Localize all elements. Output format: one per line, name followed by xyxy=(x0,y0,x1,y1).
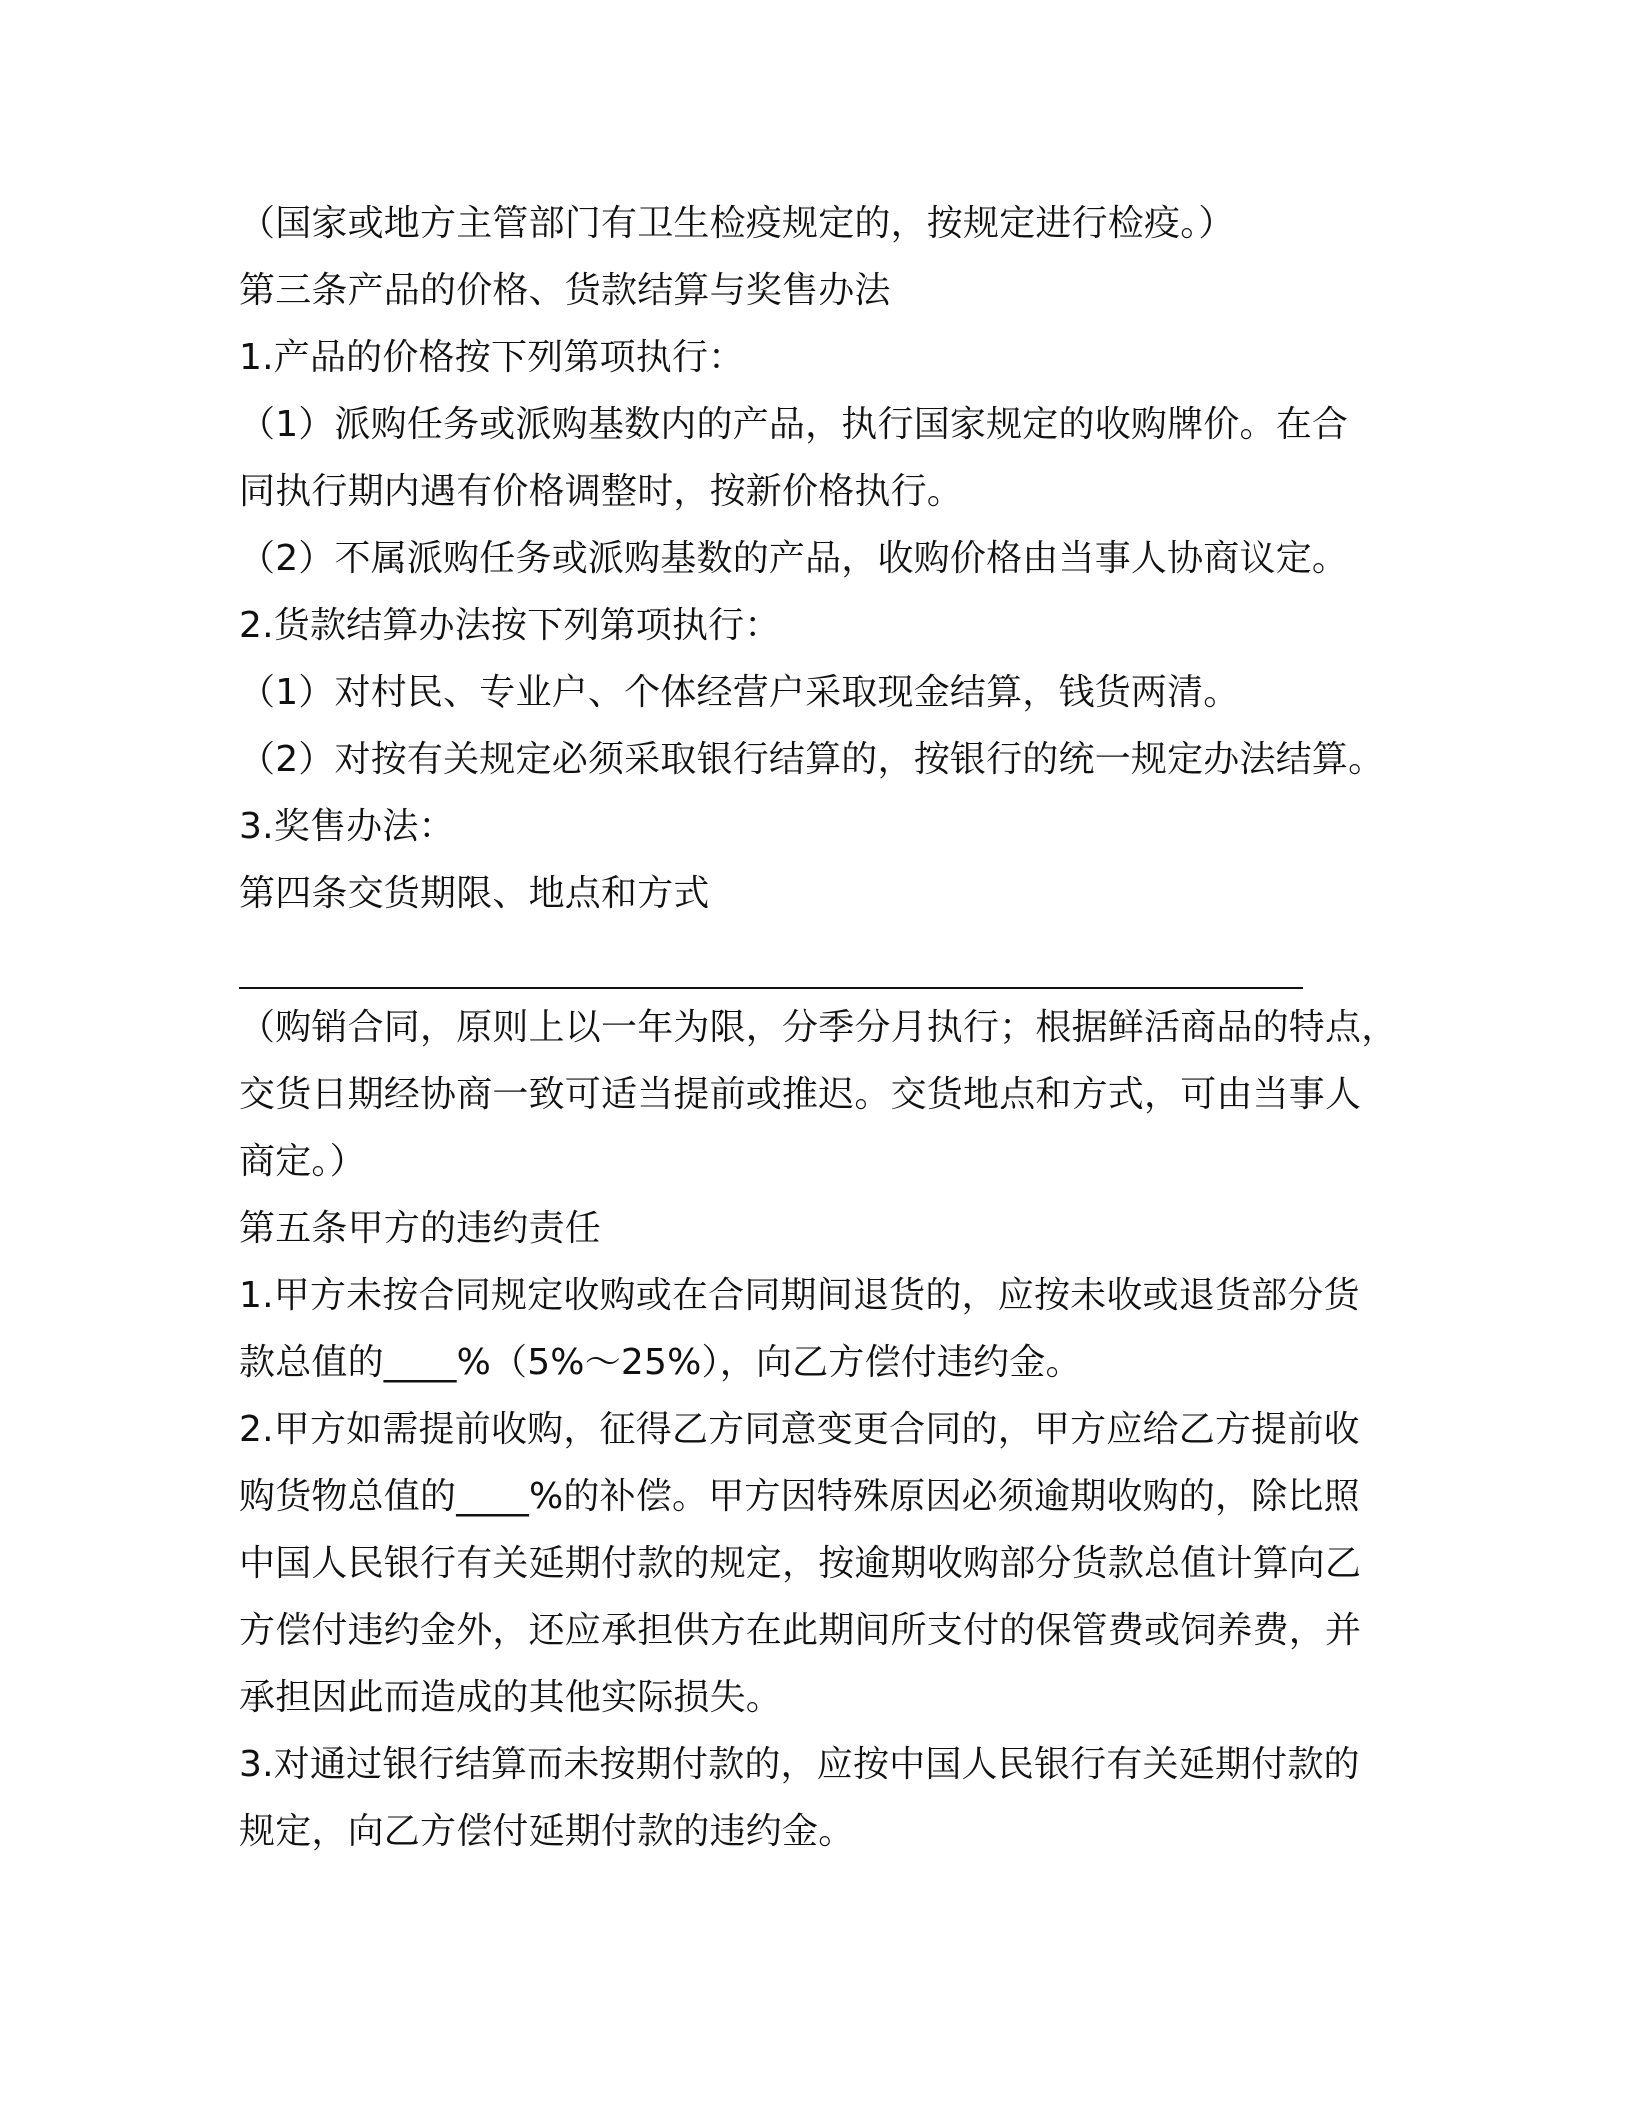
text-line: 3.对通过银行结算而未按期付款的，应按中国人民银行有关延期付款的 xyxy=(239,1744,1360,1785)
text-line: 规定，向乙方偿付延期付款的违约金。 xyxy=(239,1811,855,1852)
text-line: 3.奖售办法： xyxy=(239,806,455,847)
text-line: 商定。） xyxy=(239,1141,366,1182)
text-line: 中国人民银行有关延期付款的规定，按逾期收购部分货款总值计算向乙 xyxy=(239,1543,1362,1584)
text-line: 方偿付违约金外，还应承担供方在此期间所支付的保管费或饲养费，并 xyxy=(239,1610,1362,1651)
text-line: （购销合同，原则上以一年为限，分季分月执行；根据鲜活商品的特点， xyxy=(239,1007,1398,1048)
text-line: 1.产品的价格按下列第项执行： xyxy=(239,337,745,378)
section-heading: 第三条产品的价格、货款结算与奖售办法 xyxy=(239,270,891,311)
text-line: 2.甲方如需提前收购，征得乙方同意变更合同的，甲方应给乙方提前收 xyxy=(239,1409,1360,1450)
text-line: （国家或地方主管部门有卫生检疫规定的，按规定进行检疫。） xyxy=(239,203,1235,244)
text-line: （1）对村民、专业户、个体经营户采取现金结算，钱货两清。 xyxy=(239,672,1240,713)
blank-fill-line xyxy=(239,927,1399,994)
text-line: （1）派购任务或派购基数内的产品，执行国家规定的收购牌价。在合 xyxy=(239,404,1349,445)
text-line: （2）不属派购任务或派购基数的产品，收购价格由当事人协商议定。 xyxy=(239,538,1349,579)
text-line: 款总值的____%（5%～25%），向乙方偿付违约金。 xyxy=(239,1342,1082,1383)
document-body xyxy=(239,190,1399,1865)
text-line: 购货物总值的____%的补偿。甲方因特殊原因必须逾期收购的，除比照 xyxy=(239,1476,1360,1517)
section-heading: 第五条甲方的违约责任 xyxy=(239,1208,602,1249)
text-line: 交货日期经协商一致可适当提前或推迟。交货地点和方式，可由当事人 xyxy=(239,1074,1362,1115)
text-line: 承担因此而造成的其他实际损失。 xyxy=(239,1677,783,1718)
text-line: （2）对按有关规定必须采取银行结算的，按银行的统一规定办法结算。 xyxy=(239,739,1385,780)
text-line: 同执行期内遇有价格调整时，按新价格执行。 xyxy=(239,471,964,512)
underline-rule xyxy=(239,987,1303,989)
section-heading: 第四条交货期限、地点和方式 xyxy=(239,873,710,914)
text-line: 2.货款结算办法按下列第项执行： xyxy=(239,605,781,646)
text-line: 1.甲方未按合同规定收购或在合同期间退货的，应按未收或退货部分货 xyxy=(239,1275,1360,1316)
